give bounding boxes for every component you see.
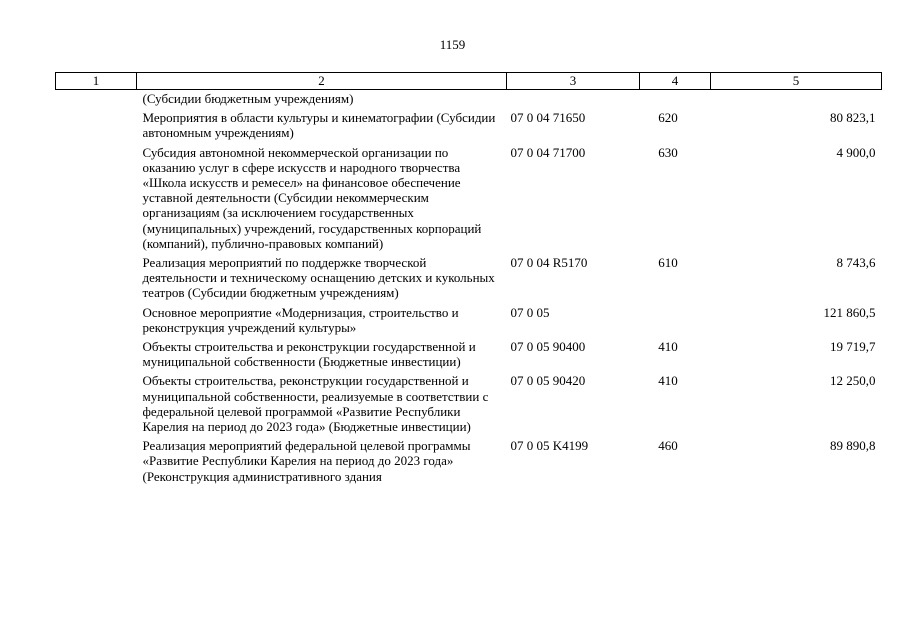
row-type: 630 [658, 144, 678, 160]
row-amount: 12 250,0 [830, 373, 876, 389]
row-code: 07 0 04 R5170 [510, 255, 588, 271]
row-index-cell [56, 303, 137, 337]
row-index-cell [56, 436, 137, 486]
row-code: 07 0 05 90420 [510, 373, 586, 389]
header-col-2: 2 [137, 73, 507, 90]
row-code: 07 0 05 [510, 304, 550, 320]
row-name: Объекты строительства и реконструкции государственной и муниципальной собственности (Бюджетные инвестиции) [142, 339, 476, 370]
row-name: Мероприятия в области культуры и кинематографии (Субсидии автономным учреждениям) [142, 110, 496, 141]
row-amount: 121 860,5 [823, 304, 876, 320]
row-code: 07 0 05 K4199 [510, 438, 589, 454]
row-code: 07 0 04 71650 [510, 110, 586, 126]
row-index-cell [56, 371, 137, 436]
table-row [56, 337, 882, 371]
row-amount: 89 890,8 [830, 438, 876, 454]
budget-table [55, 72, 882, 486]
row-amount: 4 900,0 [836, 144, 876, 160]
row-amount [711, 90, 882, 109]
row-name: Объекты строительства, реконструкции государственной и муниципальной собственности, реализуемые в соответствии с федеральной целевой программой «Развитие Республики Карелия на период до 2023 года» (Бюджетные инвестиции) [142, 373, 489, 435]
header-row [56, 73, 882, 90]
table-row [56, 303, 882, 337]
row-name: Субсидия автономной некоммерческой организации по оказанию услуг в сфере искусств и народного творчества «Школа искусств и ремесел» на финансовое обеспечение уставной деятельности (Субсидии некоммерческим организациям (за исключением государственных (муниципальных) учреждений, государственных корпораций (компаний), публично-правовых компаний) [142, 144, 482, 251]
row-index-cell [56, 337, 137, 371]
row-code [507, 90, 640, 109]
table-row [56, 143, 882, 253]
row-index-cell [56, 108, 137, 142]
row-amount: 80 823,1 [830, 110, 876, 126]
row-type [640, 303, 711, 337]
row-index-cell [56, 253, 137, 303]
row-code: 07 0 04 71700 [510, 144, 586, 160]
row-type: 410 [658, 339, 678, 355]
row-name: (Субсидии бюджетным учреждениям) [142, 91, 354, 106]
row-name: Реализация мероприятий по поддержке творческой деятельности и техническому оснащению детских и кукольных театров (Субсидии бюджетным учреждениям) [142, 255, 495, 301]
header-col-1: 1 [56, 73, 137, 90]
table-row [56, 90, 882, 109]
row-amount: 19 719,7 [830, 339, 876, 355]
row-index-cell [56, 90, 137, 109]
row-type [640, 90, 711, 109]
table-header [56, 73, 882, 90]
row-index-cell [56, 143, 137, 253]
header-col-3: 3 [507, 73, 640, 90]
row-code: 07 0 05 90400 [510, 339, 586, 355]
row-name: Реализация мероприятий федеральной целевой программы «Развитие Республики Карелия на период до 2023 года» (Реконструкция административного здания [142, 438, 471, 484]
row-amount: 8 743,6 [836, 255, 876, 271]
header-col-4: 4 [640, 73, 711, 90]
table-row [56, 436, 882, 486]
row-type: 410 [658, 373, 678, 389]
row-type: 460 [658, 438, 678, 454]
row-type: 610 [658, 255, 678, 271]
table-row [56, 108, 882, 142]
row-name: Основное мероприятие «Модернизация, строительство и реконструкция учреждений культуры» [142, 304, 459, 335]
table-row [56, 253, 882, 303]
header-col-5: 5 [711, 73, 882, 90]
page-number: 1159 [439, 37, 466, 52]
row-type: 620 [658, 110, 678, 126]
table-body [56, 90, 882, 486]
table-row [56, 371, 882, 436]
